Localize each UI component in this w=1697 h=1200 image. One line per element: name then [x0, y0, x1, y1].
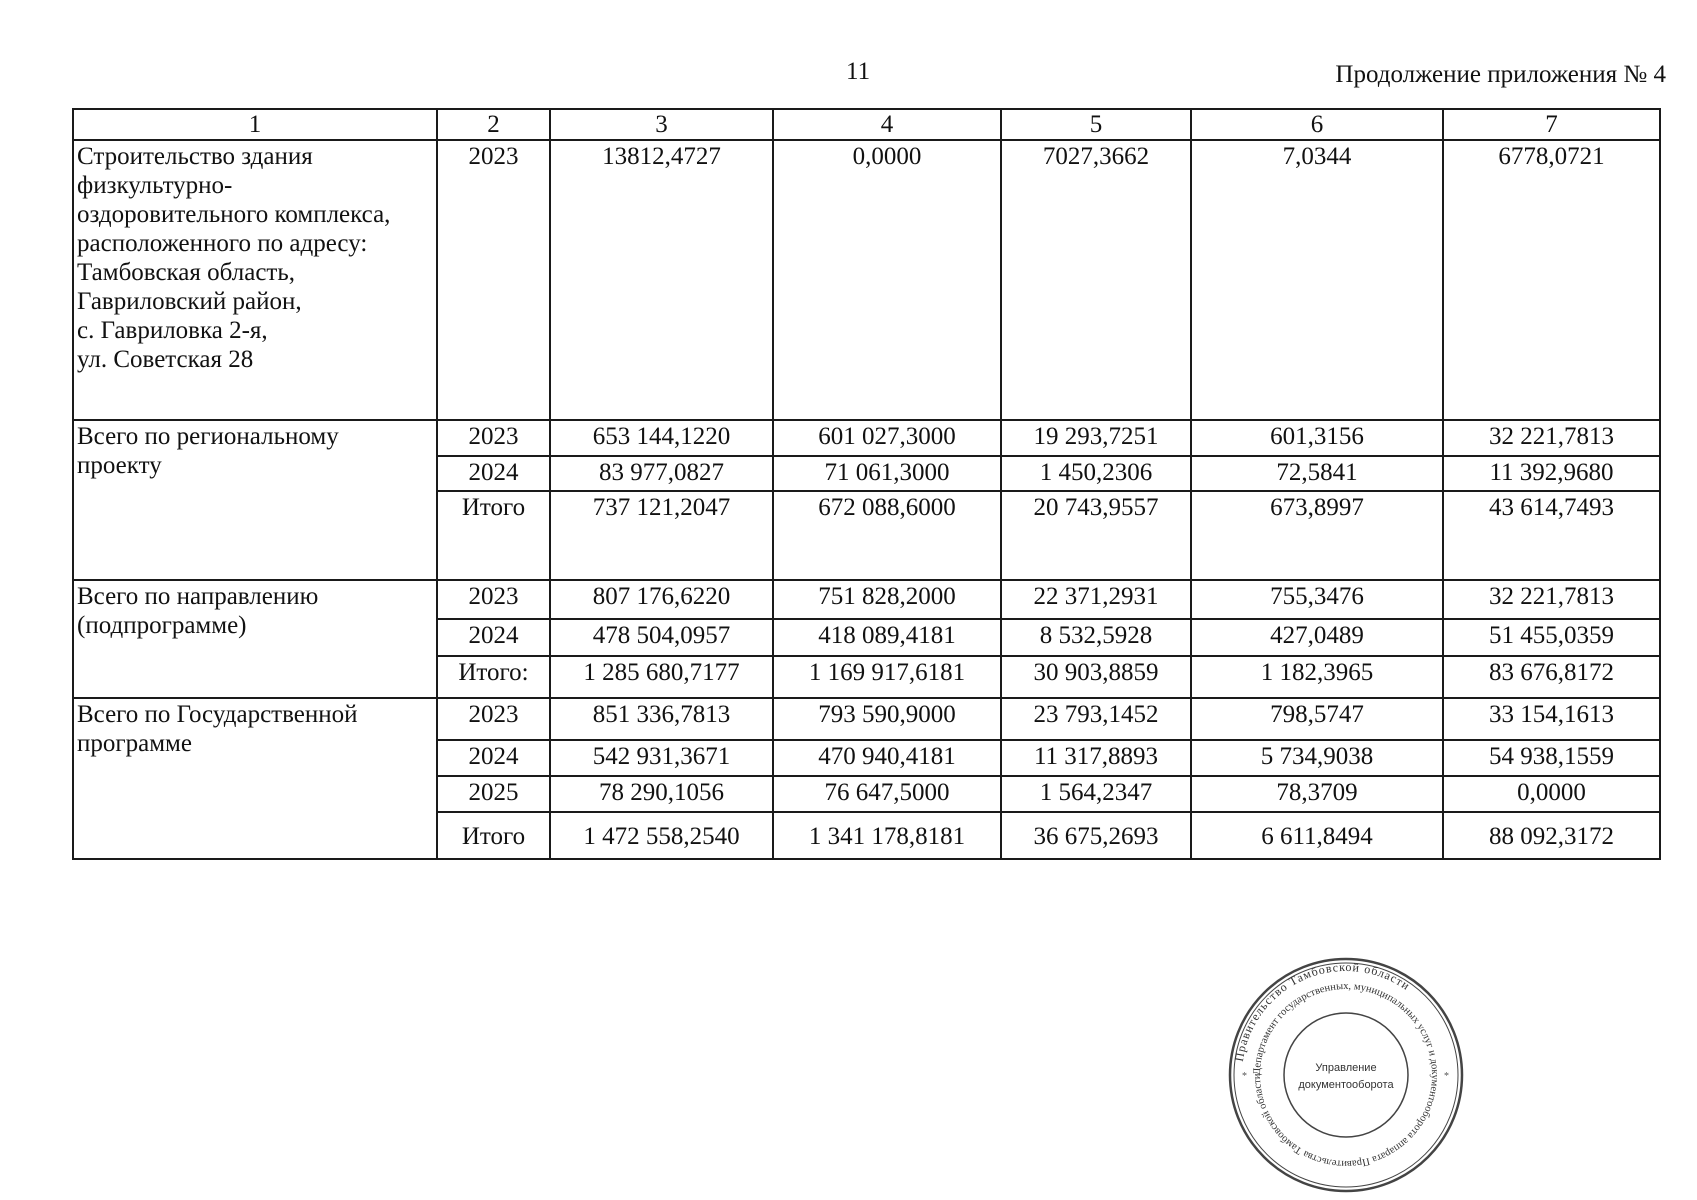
- label-line: проекту: [77, 452, 162, 479]
- value-cell: 7,0344: [1191, 140, 1443, 420]
- value-cell: 1 169 917,6181: [773, 656, 1001, 698]
- page-number: 11: [846, 58, 871, 85]
- construction-label: [73, 140, 437, 420]
- value-cell: 737 121,2047: [550, 491, 773, 580]
- year-cell: 2023: [437, 698, 550, 740]
- label-line: физкультурно-: [77, 172, 233, 199]
- seal-middle-ring-text: Департамент государственных, муниципальных услуг и документооборота аппарата Правительства Тамбовской области: [1251, 980, 1441, 1170]
- column-number: 5: [1001, 109, 1191, 140]
- seal-center-line-1: Управление: [1315, 1062, 1377, 1074]
- value-cell: 23 793,1452: [1001, 698, 1191, 740]
- official-seal-stamp: [1226, 955, 1466, 1195]
- value-cell: 11 392,9680: [1443, 456, 1660, 491]
- value-cell: 0,0000: [773, 140, 1001, 420]
- value-cell: 601 027,3000: [773, 420, 1001, 456]
- value-cell: 51 455,0359: [1443, 619, 1660, 656]
- value-cell: 653 144,1220: [550, 420, 773, 456]
- total-label-cell: Итого: [437, 812, 550, 859]
- value-cell: 83 676,8172: [1443, 656, 1660, 698]
- label-line: Всего по Государственной: [77, 701, 358, 728]
- value-cell: 1 182,3965: [1191, 656, 1443, 698]
- table-row: [73, 420, 1660, 456]
- value-cell: 11 317,8893: [1001, 740, 1191, 776]
- value-cell: 418 089,4181: [773, 619, 1001, 656]
- year-cell: 2023: [437, 580, 550, 619]
- value-cell: 13812,4727: [550, 140, 773, 420]
- value-cell: 1 450,2306: [1001, 456, 1191, 491]
- value-cell: 30 903,8859: [1001, 656, 1191, 698]
- table-row: [73, 698, 1660, 740]
- regional-project-label: [73, 420, 437, 580]
- label-line: программе: [77, 730, 192, 757]
- value-cell: 19 293,7251: [1001, 420, 1191, 456]
- year-cell: 2023: [437, 420, 550, 456]
- value-cell: 6 611,8494: [1191, 812, 1443, 859]
- state-program-label: [73, 698, 437, 859]
- value-cell: 673,8997: [1191, 491, 1443, 580]
- label-line: Строительство здания: [77, 143, 313, 170]
- value-cell: 78,3709: [1191, 776, 1443, 812]
- table-row: [73, 580, 1660, 619]
- total-label-cell: Итого:: [437, 656, 550, 698]
- value-cell: 793 590,9000: [773, 698, 1001, 740]
- value-cell: 1 341 178,8181: [773, 812, 1001, 859]
- total-label-cell: Итого: [437, 491, 550, 580]
- value-cell: 54 938,1559: [1443, 740, 1660, 776]
- column-number: 6: [1191, 109, 1443, 140]
- value-cell: 8 532,5928: [1001, 619, 1191, 656]
- label-line: с. Гавриловка 2-я,: [77, 317, 268, 344]
- table-row: [73, 140, 1660, 420]
- seal-star-icon: *: [1242, 1071, 1247, 1082]
- column-number: 3: [550, 109, 773, 140]
- value-cell: 601,3156: [1191, 420, 1443, 456]
- year-cell: 2024: [437, 456, 550, 491]
- appendix-caption: Продолжение приложения № 4: [1335, 61, 1666, 88]
- label-line: (подпрограмме): [77, 612, 247, 639]
- value-cell: 1 285 680,7177: [550, 656, 773, 698]
- column-number: 7: [1443, 109, 1660, 140]
- year-cell: 2023: [437, 140, 550, 420]
- value-cell: 1 564,2347: [1001, 776, 1191, 812]
- value-cell: 33 154,1613: [1443, 698, 1660, 740]
- value-cell: 72,5841: [1191, 456, 1443, 491]
- value-cell: 542 931,3671: [550, 740, 773, 776]
- value-cell: 5 734,9038: [1191, 740, 1443, 776]
- label-line: Всего по направлению: [77, 583, 319, 610]
- value-cell: 798,5747: [1191, 698, 1443, 740]
- seal-center-line-2: документооборота: [1298, 1079, 1394, 1091]
- value-cell: 43 614,7493: [1443, 491, 1660, 580]
- value-cell: 32 221,7813: [1443, 580, 1660, 619]
- value-cell: 88 092,3172: [1443, 812, 1660, 859]
- value-cell: 7027,3662: [1001, 140, 1191, 420]
- label-line: Всего по региональному: [77, 423, 339, 450]
- value-cell: 20 743,9557: [1001, 491, 1191, 580]
- label-line: ул. Советская 28: [77, 346, 254, 373]
- value-cell: 478 504,0957: [550, 619, 773, 656]
- value-cell: 851 336,7813: [550, 698, 773, 740]
- value-cell: 1 472 558,2540: [550, 812, 773, 859]
- value-cell: 71 061,3000: [773, 456, 1001, 491]
- column-number: 1: [73, 109, 437, 140]
- seal-inner-circle: [1284, 1013, 1408, 1137]
- value-cell: 76 647,5000: [773, 776, 1001, 812]
- value-cell: 32 221,7813: [1443, 420, 1660, 456]
- label-line: Гавриловский район,: [77, 288, 302, 315]
- value-cell: 36 675,2693: [1001, 812, 1191, 859]
- seal-star-icon: *: [1444, 1071, 1449, 1082]
- year-cell: 2024: [437, 740, 550, 776]
- value-cell: 83 977,0827: [550, 456, 773, 491]
- label-line: расположенного по адресу:: [77, 230, 368, 257]
- value-cell: 427,0489: [1191, 619, 1443, 656]
- value-cell: 0,0000: [1443, 776, 1660, 812]
- column-number-row: [73, 109, 1660, 140]
- value-cell: 755,3476: [1191, 580, 1443, 619]
- label-line: Тамбовская область,: [77, 259, 295, 286]
- value-cell: 6778,0721: [1443, 140, 1660, 420]
- funding-table: [72, 108, 1661, 860]
- column-number: 4: [773, 109, 1001, 140]
- direction-label: [73, 580, 437, 698]
- value-cell: 807 176,6220: [550, 580, 773, 619]
- label-line: оздоровительного комплекса,: [77, 201, 391, 228]
- value-cell: 751 828,2000: [773, 580, 1001, 619]
- value-cell: 78 290,1056: [550, 776, 773, 812]
- seal-outer-ring-text: Правительство Тамбовской области: [1231, 959, 1414, 1063]
- value-cell: 672 088,6000: [773, 491, 1001, 580]
- value-cell: 470 940,4181: [773, 740, 1001, 776]
- year-cell: 2024: [437, 619, 550, 656]
- value-cell: 22 371,2931: [1001, 580, 1191, 619]
- year-cell: 2025: [437, 776, 550, 812]
- column-number: 2: [437, 109, 550, 140]
